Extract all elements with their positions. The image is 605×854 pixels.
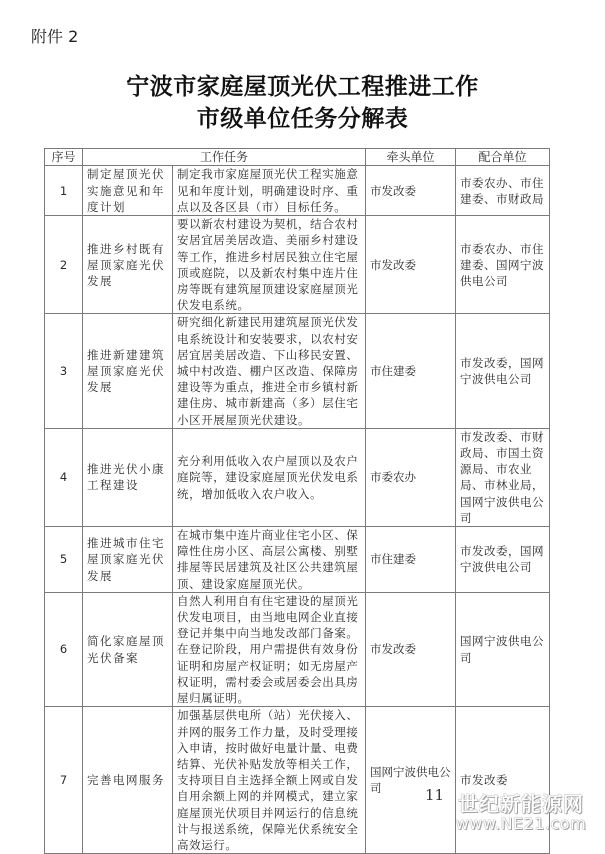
row-seq: 6 [45, 592, 83, 706]
table-row [45, 216, 550, 314]
row-lead-unit: 市住建委 [366, 314, 456, 428]
row-task-name: 推进乡村既有屋顶家庭光伏发展 [83, 216, 173, 314]
watermark-url: www.NE21.com [455, 814, 587, 833]
header-lead-unit: 牵头单位 [366, 149, 456, 166]
row-task-desc: 自然人利用自有住宅建设的屋顶光伏发电项目，由当地电网企业直接登记并集中向当地发改部门备案。在登记阶段，用户需提供有效身份证明和房屋产权证明；如无房屋产权证明，需村委会或居委会出具房屋归属证明。 [173, 592, 366, 706]
row-coop-unit: 国网宁波供电公司 [456, 592, 550, 706]
watermark-name: 世纪新能源网 [458, 792, 584, 816]
row-coop-unit: 市发改委，国网宁波供电公司 [456, 527, 550, 593]
row-coop-unit: 市发改委 [456, 707, 550, 854]
watermark [446, 793, 596, 833]
header-seq: 序号 [45, 149, 83, 166]
task-breakdown-table [44, 148, 550, 854]
row-coop-unit: 市委农办、市住建委、国网宁波供电公司 [456, 216, 550, 314]
row-lead-unit: 市发改委 [366, 592, 456, 706]
document-title-line1: 宁波市家庭屋顶光伏工程推进工作 [126, 73, 479, 100]
header-task: 工作任务 [83, 149, 366, 166]
row-coop-unit: 市委农办、市住建委、市财政局 [456, 166, 550, 216]
row-task-desc: 制定我市家庭屋顶光伏工程实施意见和年度计划，明确建设时序、重点以及各区县（市）目标任务。 [173, 166, 366, 216]
row-seq: 1 [45, 166, 83, 216]
header-coop-unit: 配合单位 [456, 149, 550, 166]
row-task-name: 推进新建建筑屋顶家庭光伏发展 [83, 314, 173, 428]
row-lead-unit: 市住建委 [366, 527, 456, 593]
attachment-label: 附件 2 [31, 27, 79, 46]
table-header-row [45, 149, 550, 166]
row-task-desc: 加强基层供电所（站）光伏接入、并网的服务工作力量，及时受理接入申请，按时做好电量计量、电费结算、光伏补贴发放等相关工作，支持项目自主选择全额上网或自发自用余额上网的并网模式，建立家庭屋顶光伏项目并网运行的信息统计与报送系统，保障光伏系统安全高效运行。 [173, 707, 366, 854]
row-task-name: 推进光伏小康工程建设 [83, 428, 173, 526]
document-title-line2: 市级单位任务分解表 [196, 105, 409, 132]
row-coop-unit: 市发改委、市财政局、市国土资源局、市农业局、市林业局，国网宁波供电公司 [456, 428, 550, 526]
table-row [45, 166, 550, 216]
row-task-desc: 研究细化新建民用建筑屋顶光伏发电系统设计和安装要求，以农村安居宜居美居改造、下山移民安置、城中村改造、棚户区改造、保障房建设等为重点，推进全市乡镇村新建住房、城市新建高（多）层住宅小区开展屋顶光伏建设。 [173, 314, 366, 428]
row-task-name: 完善电网服务 [83, 707, 173, 854]
row-seq: 5 [45, 527, 83, 593]
row-seq: 4 [45, 428, 83, 526]
row-lead-unit: 市发改委 [366, 166, 456, 216]
row-seq: 2 [45, 216, 83, 314]
row-task-name: 简化家庭屋顶光伏备案 [83, 592, 173, 706]
row-task-desc: 在城市集中连片商业住宅小区、保障性住房小区、高层公寓楼、别墅排屋等民居建筑及社区公共建筑屋顶、建设家庭屋顶光伏。 [173, 527, 366, 593]
table-row [45, 428, 550, 526]
row-lead-unit: 国网宁波供电公司 [366, 707, 456, 854]
table-row [45, 527, 550, 593]
row-seq: 3 [45, 314, 83, 428]
row-task-name: 制定屋顶光伏实施意见和年度计划 [83, 166, 173, 216]
row-seq: 7 [45, 707, 83, 854]
row-lead-unit: 市委农办 [366, 428, 456, 526]
row-coop-unit: 市发改委，国网宁波供电公司 [456, 314, 550, 428]
page-number: 11 [425, 786, 445, 804]
row-lead-unit: 市发改委 [366, 216, 456, 314]
table-row [45, 314, 550, 428]
table-row [45, 592, 550, 706]
row-task-desc: 要以新农村建设为契机，结合农村安居宜居美居改造、美丽乡村建设等工作，推进乡村居民独立住宅屋顶或庭院，以及新农村集中连片住房等既有建筑屋顶建设家庭屋顶光伏发电系统。 [173, 216, 366, 314]
row-task-name: 推进城市住宅屋顶家庭光伏发展 [83, 527, 173, 593]
row-task-desc: 充分利用低收入农户屋顶以及农户庭院等，建设家庭屋顶光伏发电系统，增加低收入农户收入。 [173, 428, 366, 526]
